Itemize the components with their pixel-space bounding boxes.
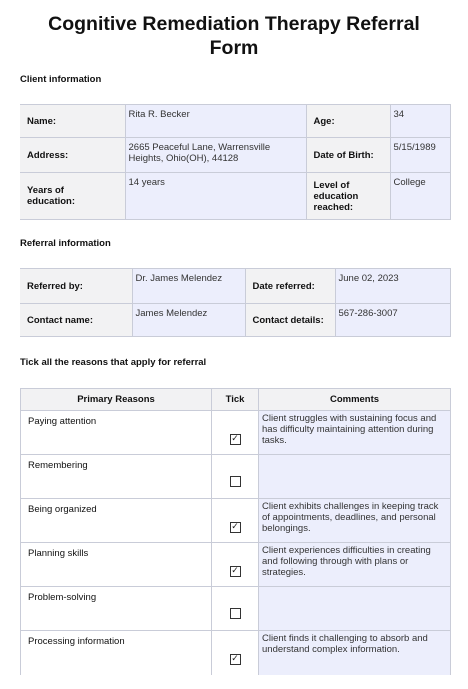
referred-by-field[interactable]: Dr. James Melendez (132, 269, 245, 304)
primary-reasons-header: Primary Reasons (21, 389, 212, 411)
name-field[interactable]: Rita R. Becker (125, 105, 306, 138)
education-level-label (306, 173, 390, 220)
table-row (21, 587, 451, 631)
comments-header: Comments (259, 389, 451, 411)
reason-comment[interactable]: Client experiences difficulties in creating and following through with plans or strategies. (259, 543, 451, 587)
reason-checkbox[interactable]: ✓ (231, 433, 239, 444)
client-info-table (20, 104, 451, 220)
dob-label: Date of Birth: (306, 138, 390, 173)
reason-tick-cell (212, 543, 259, 587)
reasons-section-label: Tick all the reasons that apply for referral (20, 357, 207, 368)
reason-label: Planning skills (21, 543, 212, 587)
years-education-field[interactable]: 14 years (125, 173, 306, 220)
age-field[interactable]: 34 (390, 105, 450, 138)
contact-name-label: Contact name: (20, 304, 132, 337)
name-label: Name: (20, 105, 125, 138)
reason-tick-cell (212, 455, 259, 499)
date-referred-label: Date referred: (245, 269, 335, 304)
reason-comment[interactable]: Client finds it challenging to absorb and understand complex information. (259, 631, 451, 675)
form-title-line-2: Form (209, 37, 259, 59)
client-section-label: Client information (20, 74, 102, 85)
reason-label: Processing information (21, 631, 212, 675)
reason-checkbox[interactable] (230, 608, 241, 619)
reason-tick-cell (212, 499, 259, 543)
reason-comment[interactable]: Client exhibits challenges in keeping track of appointments, deadlines, and personal belongings. (259, 499, 451, 543)
referred-by-label: Referred by: (20, 269, 132, 304)
date-referred-field[interactable]: June 02, 2023 (335, 269, 450, 304)
reason-label: Being organized (21, 499, 212, 543)
reason-tick-cell (212, 587, 259, 631)
years-education-label-line-2: education: (27, 196, 76, 207)
address-field[interactable]: 2665 Peaceful Lane, Warrensville Heights, Ohio(OH), 44128 (125, 138, 306, 173)
reason-comment[interactable] (259, 587, 451, 631)
contact-name-field[interactable]: James Melendez (132, 304, 245, 337)
education-level-field[interactable]: College (390, 173, 450, 220)
years-education-label-line-1: Years of (27, 185, 64, 196)
reason-label: Problem-solving (21, 587, 212, 631)
table-row (21, 499, 451, 543)
reason-label: Paying attention (21, 411, 212, 455)
reason-comment[interactable]: Client struggles with sustaining focus and has difficulty maintaining attention during tasks. (259, 411, 451, 455)
reason-checkbox[interactable] (230, 476, 241, 487)
address-label: Address: (20, 138, 125, 173)
table-row (21, 411, 451, 455)
contact-details-label: Contact details: (245, 304, 335, 337)
dob-field[interactable]: 5/15/1989 (390, 138, 450, 173)
form-title-line-1: Cognitive Remediation Therapy Referral (48, 13, 420, 35)
reason-checkbox[interactable]: ✓ (231, 565, 239, 576)
table-row (21, 631, 451, 675)
contact-details-field[interactable]: 567-286-3007 (335, 304, 450, 337)
age-label: Age: (306, 105, 390, 138)
reason-comment[interactable] (259, 455, 451, 499)
referral-info-table (20, 268, 451, 337)
reason-checkbox[interactable]: ✓ (231, 653, 239, 664)
table-row (21, 543, 451, 587)
education-level-label-line-3: reached: (313, 201, 354, 213)
reason-tick-cell (212, 631, 259, 675)
reason-tick-cell (212, 411, 259, 455)
reason-checkbox[interactable]: ✓ (231, 521, 239, 532)
tick-header: Tick (212, 389, 259, 411)
reasons-table (20, 388, 451, 675)
referral-section-label: Referral information (20, 238, 111, 249)
reason-label: Remembering (21, 455, 212, 499)
table-row (21, 455, 451, 499)
years-education-label (20, 173, 125, 220)
form-title (20, 12, 448, 60)
education-level-label-line-1: Level of (313, 179, 350, 191)
education-level-label-line-2: education (313, 190, 359, 202)
